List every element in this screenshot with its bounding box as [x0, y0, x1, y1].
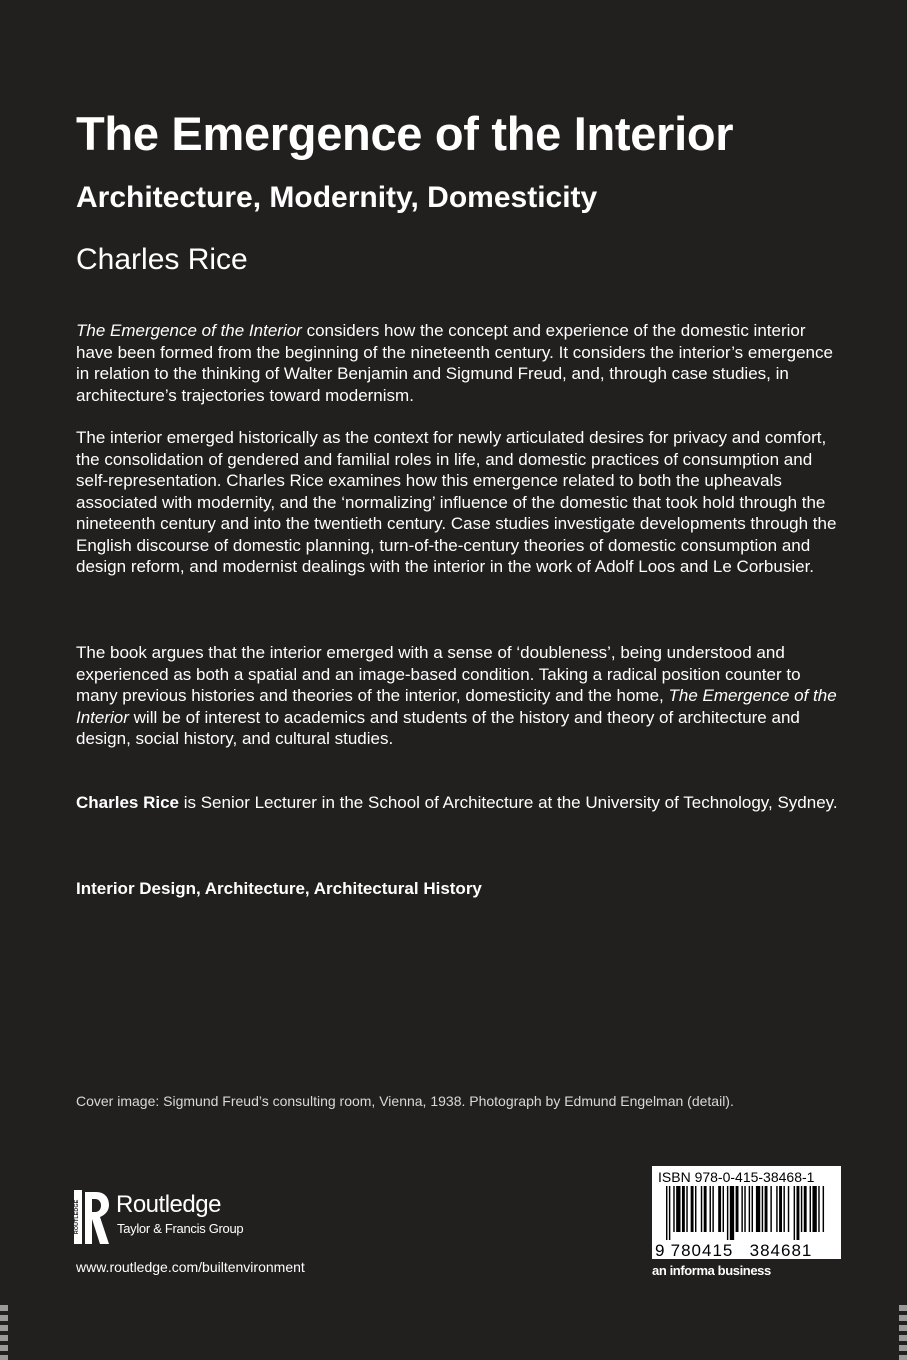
informa-tagline: an informa business [652, 1263, 771, 1278]
description-text: The book argues that the interior emerged with a sense of ‘doubleness’, being understood and experienced as both a spatial and an image-based condition. Taking a radical position counter to many previous histories and theories of the interior, domesticity and the home, [76, 643, 801, 705]
description-paragraph-2 [76, 427, 846, 578]
author-bio-text: is Senior Lecturer in the School of Architecture at the University of Technology, Sydney. [179, 793, 838, 812]
barcode-bar [794, 1186, 795, 1240]
barcode-bar [797, 1186, 800, 1240]
barcode-bar [682, 1186, 685, 1232]
publisher-name: Routledge [116, 1191, 221, 1218]
routledge-r-icon [74, 1190, 110, 1246]
barcode-bar [704, 1186, 707, 1232]
page-edge-right [899, 1305, 907, 1360]
routledge-logo [74, 1190, 274, 1246]
barcode-graphic [652, 1186, 841, 1259]
description-paragraph-3 [76, 642, 846, 750]
barcode-bar [749, 1186, 750, 1232]
italic-book-title: The Emergence of the Interior [76, 686, 837, 727]
barcode-bar [741, 1186, 742, 1232]
barcode-bar [812, 1186, 816, 1232]
book-author: Charles Rice [76, 243, 248, 276]
barcode-bar [762, 1186, 763, 1232]
subject-categories: Interior Design, Architecture, Architectural History [76, 879, 482, 898]
barcode-bar [788, 1186, 789, 1232]
barcode-bar [756, 1186, 760, 1232]
isbn-barcode [652, 1166, 841, 1259]
barcode-bar [710, 1186, 711, 1232]
barcode-bar [770, 1186, 771, 1232]
author-bio-name: Charles Rice [76, 793, 179, 812]
barcode-digit-first: 9 [655, 1241, 665, 1259]
description-paragraph-1 [76, 320, 846, 406]
barcode-bar [718, 1186, 721, 1232]
barcode-bar [723, 1186, 724, 1232]
barcode-bar [666, 1186, 667, 1240]
barcode-bar [669, 1186, 670, 1240]
barcode-bar [801, 1186, 802, 1232]
barcode-bar [712, 1186, 713, 1232]
book-subtitle: Architecture, Modernity, Domesticity [76, 181, 598, 214]
publisher-group: Taylor & Francis Group [117, 1221, 244, 1236]
barcode-bar [691, 1186, 694, 1232]
barcode-bar [676, 1186, 680, 1232]
barcode-digits-left: 780415 [670, 1241, 734, 1259]
isbn-label: ISBN 978-0-415-38468-1 [658, 1169, 815, 1185]
barcode-bar [779, 1186, 782, 1232]
barcode-bar [673, 1186, 674, 1232]
description-text: considers how the concept and experience of the domestic interior have been formed from the beginning of the nineteenth century. It considers the interior’s emergence in relation to the thinking of Walter Benjamin and Sigmund Freud, and, through case studies, in architecture’s trajectories toward modernism. [76, 321, 833, 405]
description-text: will be of interest to academics and students of the history and theory of architecture and design, social history, and cultural studies. [76, 707, 800, 748]
author-bio [76, 792, 846, 814]
barcode-bar [730, 1186, 734, 1240]
barcode-bar [804, 1186, 807, 1232]
barcode-bar [765, 1186, 768, 1232]
cover-image-credit: Cover image: Sigmund Freud’s consulting room, Vienna, 1938. Photograph by Edmund Engelman (detail). [76, 1093, 734, 1109]
barcode-bar [727, 1186, 728, 1240]
barcode-bar [783, 1186, 784, 1232]
publisher-url[interactable]: www.routledge.com/builtenvironment [76, 1259, 305, 1275]
barcode-bar [701, 1186, 702, 1232]
barcode-bar [686, 1186, 687, 1232]
barcode-bar [744, 1186, 745, 1232]
italic-book-title: The Emergence of the Interior [76, 321, 302, 340]
book-title: The Emergence of the Interior [76, 107, 734, 160]
vertical-logo-text: ROUTLEDGE [74, 1199, 80, 1235]
barcode-bar [810, 1186, 811, 1232]
barcode-bar [752, 1186, 753, 1232]
barcode-bar [776, 1186, 777, 1232]
page-edge-left [0, 1305, 8, 1360]
barcode-bar [818, 1186, 819, 1232]
barcode-bar [823, 1186, 824, 1232]
barcode-digits-right: 384681 [749, 1241, 813, 1259]
barcode-bar [736, 1186, 739, 1232]
description-text: The interior emerged historically as the context for newly articulated desires for privacy and comfort, the consolidation of gendered and familial roles in life, and domestic practices of consumption and self-representation. Charles Rice examines how this emergence related to both the upheavals associated with modernity, and the ‘normalizing’ influence of the domestic that took hold through the nineteenth century and into the twentieth century. Case studies investigate developments through the English discourse of domestic planning, turn-of-the-century theories of domestic consumption and design reform, and modernist dealings with the interior in the work of Adolf Loos and Le Corbusier. [76, 428, 837, 576]
barcode-bar [695, 1186, 696, 1232]
